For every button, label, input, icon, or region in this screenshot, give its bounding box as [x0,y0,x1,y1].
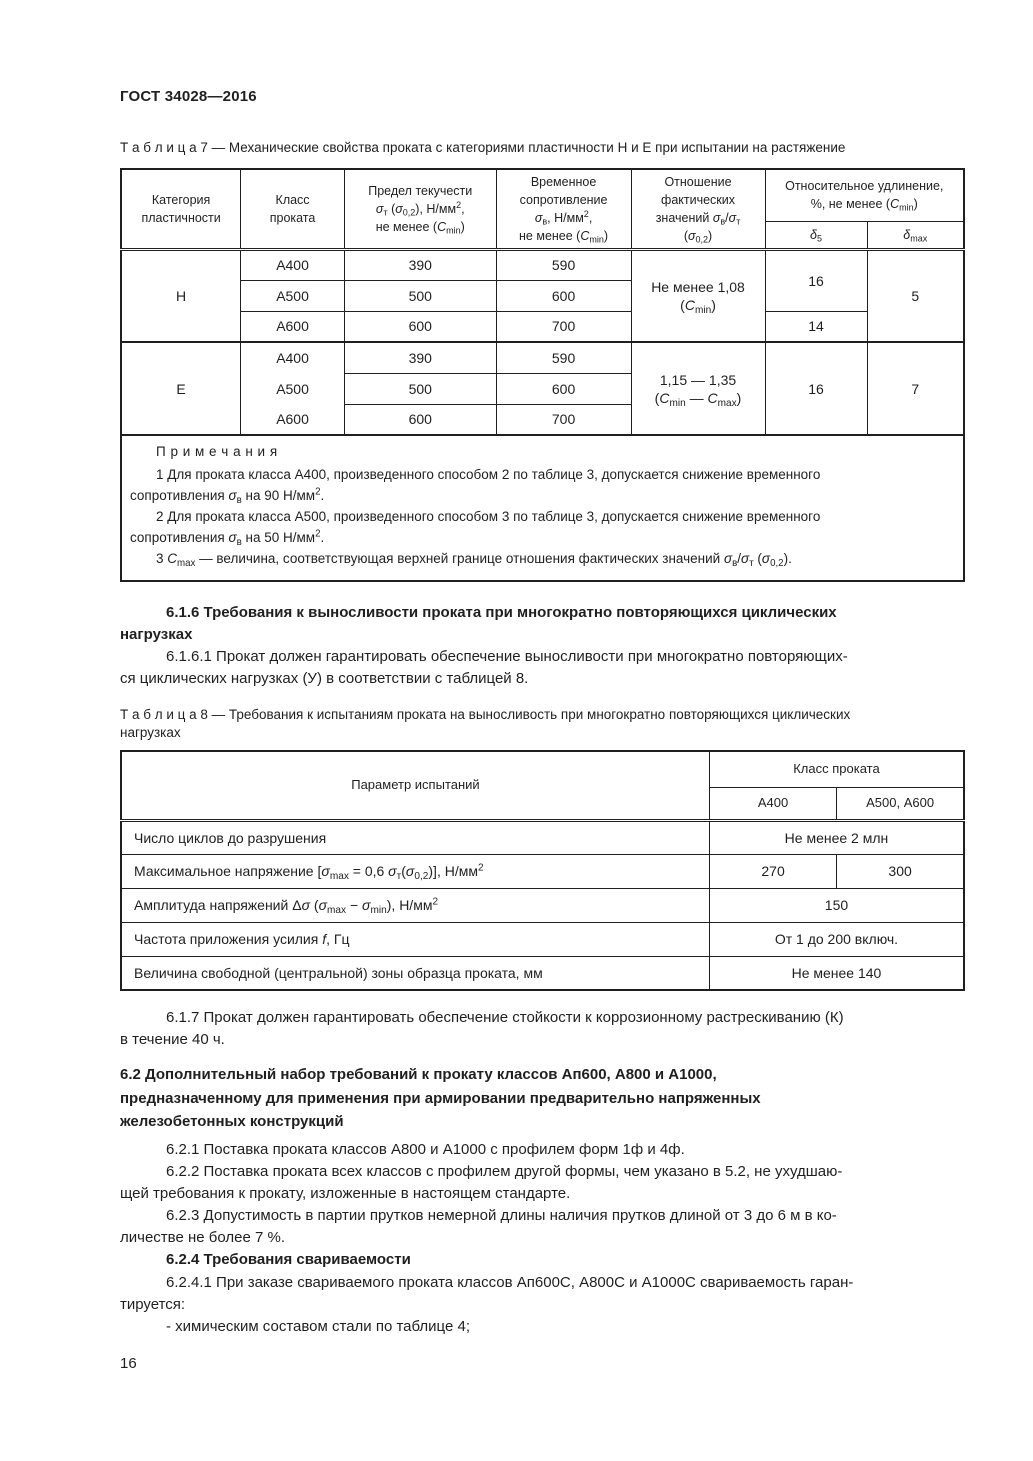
t7-e-delta-max: 7 [867,342,964,435]
doc-header: ГОСТ 34028—2016 [120,88,257,105]
t7-header-delta-max: $\delta_{max}$ [867,221,964,249]
t8-header-a500-a600: А500, А600 [837,787,964,820]
t7-header-tensile-strength: Временное сопротивление $\sigma_в$, $Н/мм^2$, не менее $(C_{min})$ [496,169,631,249]
t7-h-tensile-a500: 600 [496,280,631,311]
t8-row2-value-a400: 270 [709,854,836,888]
t7-e-tensile-a400: 590 [496,342,631,373]
t7-h-class-a400: А400 [241,249,345,280]
t7-header-elongation: Относительное удлинение, %, не менее $(C_{min})$ [765,169,964,221]
t8-header-parameter: Параметр испытаний [121,751,709,820]
table7 [120,168,965,582]
t7-e-class-a500: А500 [241,373,345,404]
t7-e-class-a400: А400 [241,342,345,373]
para-6-2-2: 6.2.2 Поставка проката всех классов с профилем другой формы, чем указано в 5.2, не ухудшаю- щей требования к прокату, изложенные в настоящем стандарте. [120,1163,843,1203]
t8-header-class-group: Класс проката [709,751,964,787]
t7-e-delta5: 16 [765,342,867,435]
t7-category-h: Н [121,249,241,342]
t7-notes-cell [121,435,964,581]
t7-header-ratio: Отношение фактических значений $\sigma_в/\sigma_т$ $(\sigma_{0,2})$ [631,169,765,249]
t7-e-yield-a400: 390 [344,342,496,373]
t7-e-yield-a600: 600 [344,404,496,435]
t8-row3-param: Амплитуда напряжений Δσ $(\sigma_{max} - \sigma_{min})$, $Н/мм^2$ [121,888,709,922]
t7-notes-heading: П р и м е ч а н и я [156,444,278,460]
para-6-2-1: 6.2.1 Поставка проката классов А800 и А1000 с профилем форм 1ф и 4ф. [166,1141,685,1159]
t8-row5-value: Не менее 140 [709,956,964,990]
t8-row2-param: Максимальное напряжение [$\sigma_{max} = 0,6$ $\sigma_т(\sigma_{0,2})$], $Н/мм^2$ [121,854,709,888]
para-6-2-4-1: 6.2.4.1 При заказе свариваемого проката классов Ап600С, А800С и А1000С свариваемость гаран- тируется: [120,1273,854,1313]
para-6-1-6-1: 6.1.6.1 Прокат должен гарантировать обеспечение выносливости при многократно повторяющих- ся циклических нагрузках (У) в соответствии с таблицей 8. [120,647,848,687]
table8 [120,750,965,991]
t7-note-2: 2 Для проката класса А500, произведенного способом 3 по таблице 3, допускается снижение временного сопротивления $\sigma_в$ на 50 $Н/мм^2$. [130,508,821,548]
t7-e-yield-a500: 500 [344,373,496,404]
t7-note-3: 3 $C_{max}$ — величина, соответствующая верхней границе отношения фактических значений $\sigma_в/\sigma_т$ $(\sigma_{0,2})$. [156,550,792,569]
t7-e-class-a600: А600 [241,404,345,435]
t7-e-tensile-a500: 600 [496,373,631,404]
section-6-1-6 [120,602,965,690]
t7-e-ratio: 1,15 — 1,35 ($C_{min}$ — $C_{max}$) [631,342,765,435]
t7-h-delta-max: 5 [867,249,964,342]
t7-h-yield-a400: 390 [344,249,496,280]
t8-header-a400: А400 [709,787,836,820]
t8-row4-value: От 1 до 200 включ. [709,922,964,956]
heading-6-2-4: 6.2.4 Требования свариваемости [166,1251,411,1269]
para-6-2-3: 6.2.3 Допустимость в партии прутков немерной длины наличия прутков длиной от 3 до 6 м в ко- личестве не более 7 %. [120,1207,837,1247]
t8-row2-value-a500-a600: 300 [837,854,964,888]
t8-row3-value: 150 [709,888,964,922]
t7-header-class: Класс проката [241,169,345,249]
t7-h-yield-a600: 600 [344,311,496,342]
para-6-1-7: 6.1.7 Прокат должен гарантировать обеспечение стойкости к коррозионному растрескиванию (К) в течение 40 ч. [120,1009,844,1049]
t8-row1-param: Число циклов до разрушения [121,820,709,854]
t7-h-tensile-a600: 700 [496,311,631,342]
t7-header-yield-strength: Предел текучести $\sigma_т$ $(\sigma_{0,2})$, $Н/мм^2$, не менее $(C_{min})$ [344,169,496,249]
t7-h-delta5-top: 16 [765,249,867,311]
t8-row1-value: Не менее 2 млн [709,820,964,854]
t7-note-1: 1 Для проката класса А400, произведенного способом 2 по таблице 3, допускается снижение временного сопротивления $\sigma_в$ на 90 $Н/мм^2$. [130,467,821,506]
t7-category-e: Е [121,342,241,435]
t7-h-class-a600: А600 [241,311,345,342]
t7-h-class-a500: А500 [241,280,345,311]
t7-h-tensile-a400: 590 [496,249,631,280]
t7-h-yield-a500: 500 [344,280,496,311]
t7-header-delta5: $\delta_5$ [765,221,867,249]
para-6-2-4-1-item: - химическим составом стали по таблице 4; [166,1317,470,1335]
table7-caption: Т а б л и ц а 7 — Механические свойства проката с категориями пластичности Н и Е при испытании на растяжение [120,140,846,155]
t8-row4-param: Частота приложения усилия f, Гц [121,922,709,956]
heading-6-2: 6.2 Дополнительный набор требований к прокату классов Ап600, А800 и А1000, предназначенному для применения при армировании предварительно напряженных железобетонных конструкций [120,1066,761,1130]
t7-h-ratio: Не менее 1,08 $(C_{min})$ [631,249,765,342]
page-number: 16 [120,1354,137,1372]
t7-e-tensile-a600: 700 [496,404,631,435]
heading-6-1-6: 6.1.6 Требования к выносливости проката при многократно повторяющихся циклических нагрузках [120,603,837,643]
t8-row5-param: Величина свободной (центральной) зоны образца проката, мм [121,956,709,990]
table8-caption: Т а б л и ц а 8 — Требования к испытаниям проката на выносливость при многократно повторяющихся циклических нагрузках [120,706,851,741]
t7-h-delta5-bottom: 14 [765,311,867,342]
t7-header-category: Категория пластичности [121,169,241,249]
section-6-1-7-and-6-2 [120,1007,965,1337]
